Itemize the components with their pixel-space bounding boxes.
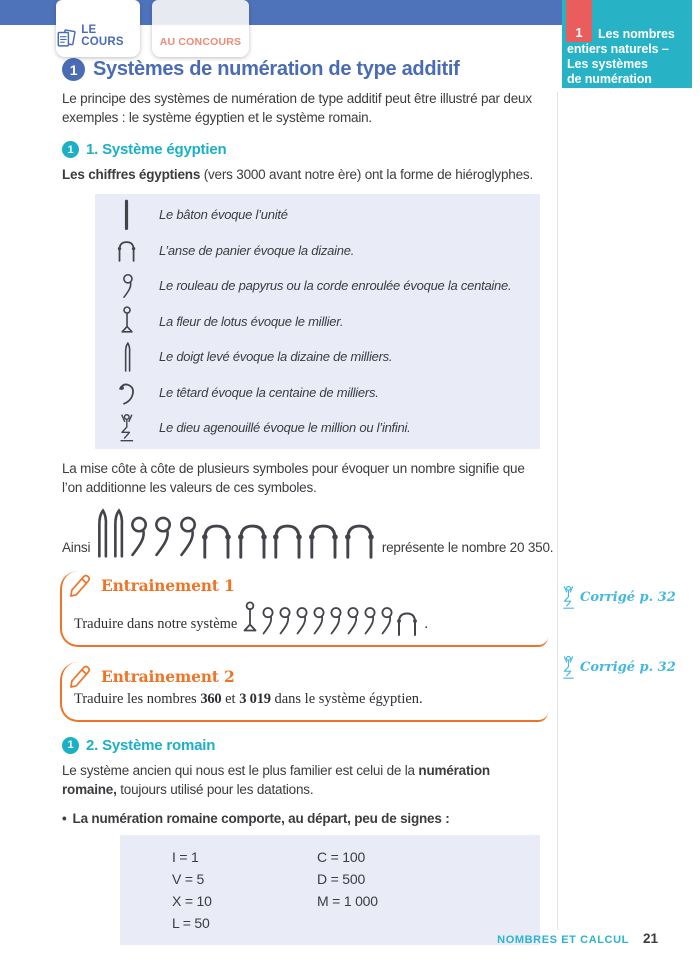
hiero-rouleau-icon (327, 606, 343, 636)
entrainement-2-header (68, 663, 540, 690)
hiero-rouleau-icon (344, 606, 360, 636)
addition-note: La mise côte à côte de plusieurs symboles pour évoquer un nombre signifie que l’on additionne les valeurs de ces symboles. (62, 460, 525, 495)
hieroglyph-cell (95, 199, 159, 231)
section-roman-heading: 1 2. Système romain (62, 737, 548, 754)
chapter-title: Les nombres entiers naturels – Les systèmes de numération (567, 27, 675, 86)
page-number: 21 (642, 931, 658, 946)
hieroglyph-sequence-exercise (242, 600, 419, 636)
hiero-rouleau-icon (310, 606, 326, 636)
hiero-doigt-icon (111, 507, 126, 559)
entrainement-1-header (68, 572, 540, 599)
hieroglyph-row (95, 304, 540, 340)
hieroglyph-row (95, 233, 540, 269)
example-number-row (62, 507, 554, 559)
entrainement-1-body: Traduire dans notre système . (74, 600, 540, 636)
hieroglyph-row (95, 410, 540, 446)
hiero-rouleau-icon (150, 515, 173, 559)
hiero-rouleau-icon (120, 273, 134, 299)
hiero-lotus-icon (242, 600, 258, 636)
kneeling-figure-icon (561, 585, 576, 610)
section-egyptian-heading: 1 1. Système égyptien (62, 141, 548, 158)
roman-sign: D = 500 (317, 870, 366, 887)
hiero-anse-icon (199, 521, 234, 559)
page-title-text: Systèmes de numération de type additif (93, 58, 460, 80)
egyptian-intro: Les chiffres égyptiens (vers 3000 avant notre ère) ont la forme de hiéroglyphes. (62, 167, 533, 182)
roman-sign: C = 100 (317, 848, 366, 865)
section-badge: 1 (62, 737, 79, 754)
intro-paragraph: Le principe des systèmes de numération de type additif peut être illustré par deux exemples : le système égyptien et le système romain. (62, 91, 532, 125)
hieroglyph-row (95, 268, 540, 304)
margin-divider (557, 92, 558, 930)
entrainement-1-box (60, 571, 548, 647)
hieroglyph-description: L’anse de panier évoque la dizaine. (159, 242, 355, 258)
hieroglyph-cell (95, 380, 159, 405)
hiero-anse-icon (116, 239, 137, 262)
hiero-doigt-icon (95, 507, 110, 559)
chapter-number: 1 (575, 25, 583, 40)
hiero-rouleau-icon (126, 515, 149, 559)
hieroglyph-cell (95, 341, 159, 373)
tab-au-concours[interactable] (152, 0, 249, 57)
tab-le-cours[interactable] (56, 0, 140, 57)
corrige-link-1[interactable]: Corrigé p. 32 (561, 585, 676, 610)
hiero-rouleau-icon (361, 606, 377, 636)
title-number-badge: 1 (62, 58, 85, 81)
document-pages-icon (56, 29, 76, 48)
hiero-anse-icon (342, 521, 377, 559)
roman-signs-table (120, 835, 540, 945)
hieroglyph-cell (95, 305, 159, 337)
footer-section-title: NOMBRES ET CALCUL (497, 934, 629, 946)
hieroglyph-cell (95, 413, 159, 443)
pencil-icon (68, 663, 95, 690)
entrainement-2-text: Traduire les nombres 360 et 3 019 dans le système égyptien. (74, 690, 423, 707)
example-suffix: représente le nombre 20 350. (381, 539, 554, 555)
main-content (62, 58, 554, 945)
tab-au-concours-label: AU CONCOURS (159, 36, 242, 48)
hiero-lotus-icon (120, 305, 134, 337)
entrainement-2-label: Entrainement 2 (101, 666, 235, 686)
entrainement-2-box (60, 662, 548, 722)
hieroglyph-row (95, 197, 540, 233)
roman-signs-column-1 (172, 846, 317, 934)
chapter-header (562, 0, 692, 88)
hiero-rouleau-icon (259, 606, 275, 636)
hiero-dieu-icon (118, 413, 136, 443)
hieroglyph-description: Le dieu agenouillé évoque le million ou l’infini. (159, 420, 411, 436)
hieroglyph-description: Le bâton évoque l’unité (159, 207, 288, 223)
hiero-rouleau-icon (276, 606, 292, 636)
hiero-doigt-icon (123, 341, 132, 373)
hieroglyph-description: Le rouleau de papyrus ou la corde enroulée évoque la centaine. (159, 278, 512, 294)
hiero-anse-icon (270, 521, 305, 559)
hieroglyph-row (95, 375, 540, 411)
roman-sign: M = 1 000 (317, 892, 378, 909)
hieroglyph-row (95, 339, 540, 375)
roman-intro: Le système ancien qui nous est le plus familier est celui de la numération romaine, toujours utilisé pour les datations. (62, 762, 490, 797)
hiero-rouleau-icon (293, 606, 309, 636)
hieroglyph-sequence-example (95, 507, 377, 559)
hieroglyph-description: Le têtard évoque la centaine de milliers. (159, 384, 379, 400)
hieroglyph-cell (95, 273, 159, 299)
pencil-icon (68, 572, 95, 599)
roman-sign: L = 50 (172, 914, 210, 931)
hiero-baton-icon (123, 199, 130, 231)
entrainement-2-body (74, 691, 540, 711)
hieroglyph-table (95, 194, 540, 449)
hiero-rouleau-icon (378, 606, 394, 636)
entrainement-1-label: Entrainement 1 (101, 575, 235, 595)
hieroglyph-description: Le doigt levé évoque la dizaine de milliers. (159, 349, 393, 365)
page-title (62, 58, 548, 81)
section-badge: 1 (62, 141, 79, 158)
hiero-tetard-icon (117, 380, 136, 405)
hieroglyph-description: La fleur de lotus évoque le millier. (159, 313, 344, 329)
roman-sign: X = 10 (172, 892, 212, 909)
corrige-link-2[interactable]: Corrigé p. 32 (561, 655, 676, 680)
hiero-anse-icon (235, 521, 270, 559)
roman-sign: V = 5 (172, 870, 205, 887)
hiero-anse-icon (306, 521, 341, 559)
example-prefix: Ainsi (62, 539, 91, 555)
hiero-rouleau-icon (175, 515, 198, 559)
roman-sign: I = 1 (172, 848, 199, 865)
hiero-anse-icon (395, 610, 419, 636)
roman-signs-column-2 (317, 846, 378, 934)
roman-bullet: • La numération romaine comporte, au départ, peu de signes : (62, 810, 450, 826)
kneeling-figure-icon (561, 655, 576, 680)
hieroglyph-cell (95, 239, 159, 262)
tab-le-cours-label: LE COURS (81, 24, 124, 48)
page-footer (497, 931, 658, 946)
